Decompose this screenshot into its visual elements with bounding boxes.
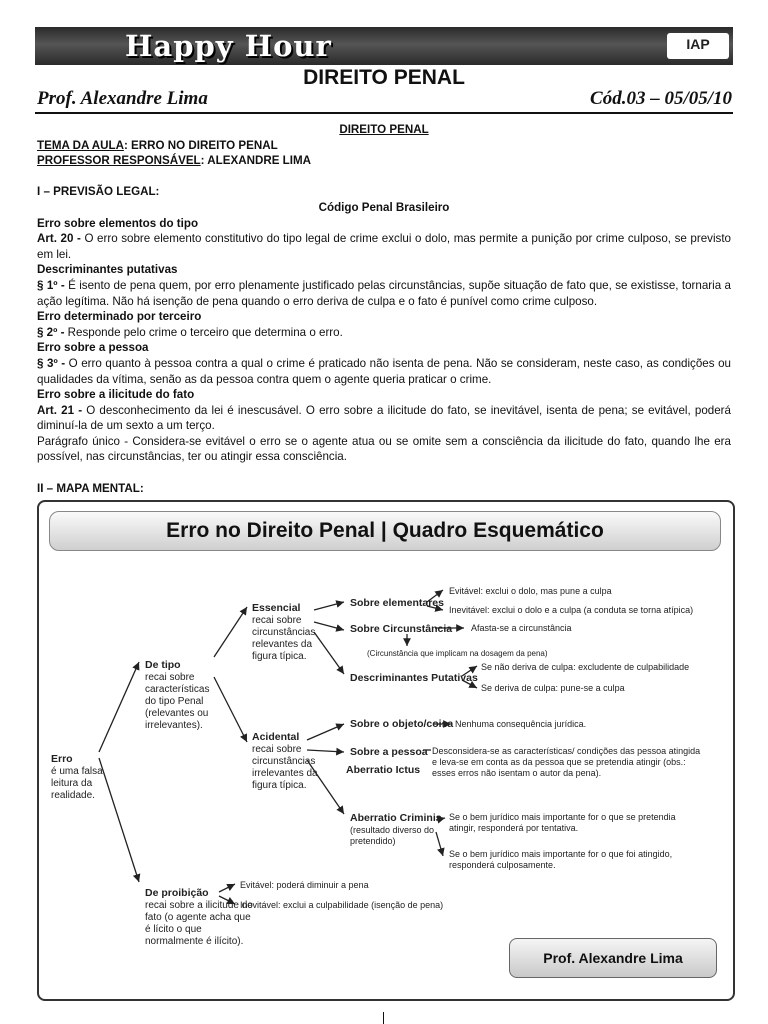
leaf-desconsidera: Desconsidera-se as características/ condições das pessoa atingida e leva-se em conta as da pessoa que se pretendia atingir (obs.: esses erros não isentam o autor da pena). bbox=[432, 746, 701, 778]
codigo-title: Código Penal Brasileiro bbox=[318, 200, 450, 214]
document-body bbox=[37, 122, 731, 496]
leaf-inevitavel-elementares: Inevitável: exclui o dolo e a culpa (a conduta se torna atípica) bbox=[449, 605, 694, 615]
node-erro-title: Erro bbox=[51, 753, 73, 765]
node-de-proibicao-title: De proibição bbox=[145, 887, 209, 899]
art20-text: O erro sobre elemento constitutivo do tipo legal de crime exclui o dolo, mas permite a punição por crime culposo, se previsto em lei. bbox=[37, 232, 732, 261]
mind-map bbox=[37, 500, 735, 1001]
node-sobre-pessoa: Sobre a pessoa bbox=[350, 746, 428, 758]
par3-paragraph bbox=[37, 356, 731, 387]
leaf-evitavel-proibicao: Evitável: poderá diminuir a pena bbox=[240, 880, 369, 890]
node-aberratio-ictus: Aberratio Ictus bbox=[346, 764, 421, 776]
node-acidental bbox=[252, 731, 324, 792]
node-essencial-title: Essencial bbox=[252, 602, 301, 614]
professor-line bbox=[37, 153, 731, 169]
par3-text: O erro quanto à pessoa contra a qual o crime é praticado não isenta de pena. Não se consideram, neste caso, as condições ou qualidades da vítima, senão as da pessoa contra quem o agente queria praticar o crime. bbox=[37, 356, 731, 386]
leaf-desc-nao-culpa: Se não deriva de culpa: excludente de culpabilidade bbox=[481, 662, 690, 672]
heading-pessoa: Erro sobre a pessoa bbox=[37, 341, 149, 355]
tema-label: TEMA DA AULA bbox=[37, 138, 124, 152]
subject-title: DIREITO PENAL bbox=[339, 123, 429, 136]
par2-label: § 2º - bbox=[37, 325, 65, 339]
node-sobre-objeto: Sobre o objeto/coisa bbox=[350, 718, 454, 730]
node-de-tipo-desc: recai sobre características do tipo Penal (relevantes ou irrelevantes). bbox=[145, 672, 210, 731]
professor-label: PROFESSOR RESPONSÁVEL bbox=[37, 154, 201, 168]
art20-paragraph bbox=[37, 231, 731, 262]
tema-line bbox=[37, 138, 731, 154]
node-sobre-elementares: Sobre elementares bbox=[350, 597, 444, 609]
arrow-erro-detipo bbox=[99, 662, 139, 752]
tema-value: : ERRO NO DIREITO PENAL bbox=[123, 138, 278, 152]
header-banner bbox=[35, 27, 733, 65]
par1-paragraph bbox=[37, 278, 731, 309]
node-aberratio-criminis: Aberratio Criminis bbox=[350, 812, 442, 824]
section-previsao-legal: I – PREVISÃO LEGAL: bbox=[37, 185, 160, 199]
node-de-proibicao-desc: recai sobre a ilicitude do fato (o agente acha que é lícito o que normalmente é ilícito). bbox=[145, 900, 253, 947]
node-essencial-desc: recai sobre circunstâncias relevantes da figura típica. bbox=[252, 615, 316, 662]
professor-header: Prof. Alexandre Lima bbox=[37, 88, 208, 109]
page-mark bbox=[383, 1012, 384, 1024]
professor-badge: Prof. Alexandre Lima bbox=[509, 938, 717, 978]
iap-logo: IAP bbox=[667, 33, 729, 59]
node-sobre-circunstancia: Sobre Circunstância bbox=[350, 623, 453, 635]
node-erro bbox=[51, 753, 113, 802]
node-acidental-desc: recai sobre circunstâncias irrelevantes da figura típica. bbox=[252, 744, 318, 791]
leaf-evitavel-elementares: Evitável: exclui o dolo, mas pune a culpa bbox=[449, 586, 612, 596]
heading-ilicitude: Erro sobre a ilicitude do fato bbox=[37, 388, 195, 402]
heading-descriminantes: Descriminantes putativas bbox=[37, 263, 178, 277]
art21-text: O desconhecimento da lei é inescusável. O erro sobre a ilicitude do fato, se inevitável, isenta de pena; se evitável, poderá diminuí-la de um sexto a um terço. bbox=[37, 403, 731, 433]
document-title: DIREITO PENAL bbox=[303, 66, 465, 89]
leaf-afasta-circunstancia: Afasta-se a circunstância bbox=[471, 623, 572, 633]
heading-terceiro: Erro determinado por terceiro bbox=[37, 310, 202, 324]
par2-paragraph bbox=[37, 325, 731, 341]
header-rule bbox=[35, 112, 733, 114]
section-mapa-mental: II – MAPA MENTAL: bbox=[37, 481, 144, 495]
professor-value: : ALEXANDRE LIMA bbox=[200, 154, 311, 168]
heading-elementos: Erro sobre elementos do tipo bbox=[37, 216, 199, 230]
node-de-tipo-title: De tipo bbox=[145, 659, 181, 671]
node-de-tipo bbox=[145, 659, 221, 732]
leaf-criminis-note: (resultado diverso do pretendido) bbox=[350, 825, 435, 846]
node-de-proibicao bbox=[145, 887, 257, 948]
leaf-inevitavel-proibicao: Inevitável: exclui a culpabilidade (isenção de pena) bbox=[240, 900, 444, 910]
banner-title: Happy Hour bbox=[125, 29, 332, 63]
leaf-criminis-tentativa: Se o bem jurídico mais importante for o que se pretendia atingir, responderá por tentativa. bbox=[449, 812, 676, 833]
code-date-header: Cód.03 – 05/05/10 bbox=[590, 88, 732, 109]
par1-text: É isento de pena quem, por erro plenamente justificado pelas circunstâncias, supõe situação de fato que, se existisse, tornaria a ação legítima. Não há isenção de pena quando o erro deriva de culpa e o fato é punível como crime culposo. bbox=[37, 278, 731, 308]
leaf-criminis-culposamente: Se o bem jurídico mais importante for o que foi atingido, responderá culposamente. bbox=[449, 849, 673, 870]
par2-text: Responde pelo crime o terceiro que determina o erro. bbox=[64, 325, 343, 339]
art21-paragraph bbox=[37, 403, 731, 434]
leaf-nenhuma-consequencia: Nenhuma consequência jurídica. bbox=[455, 719, 587, 729]
leaf-circunstancia-note: (Circunstância que implicam na dosagem da pena) bbox=[367, 649, 548, 658]
par1-label: § 1º - bbox=[37, 278, 65, 292]
node-erro-desc: é uma falsa leitura da realidade. bbox=[51, 766, 103, 801]
mind-map-title: Erro no Direito Penal | Quadro Esquemático bbox=[49, 511, 721, 551]
paragrafo-unico: Parágrafo único - Considera-se evitável o erro se o agente atua ou se omite sem a consciência da ilicitude do fato, quando lhe era possível, nas circunstâncias, ter ou atingir essa consciência. bbox=[37, 434, 731, 464]
node-acidental-title: Acidental bbox=[252, 731, 300, 743]
node-descriminantes: Descriminantes Putativas bbox=[350, 672, 478, 684]
par3-label: § 3º - bbox=[37, 356, 66, 370]
art20-label: Art. 20 - bbox=[37, 232, 81, 246]
art21-label: Art. 21 - bbox=[37, 403, 83, 417]
arrow-detipo-essencial bbox=[214, 607, 247, 657]
leaf-desc-culpa: Se deriva de culpa: pune-se a culpa bbox=[481, 683, 625, 693]
node-essencial bbox=[252, 602, 322, 663]
